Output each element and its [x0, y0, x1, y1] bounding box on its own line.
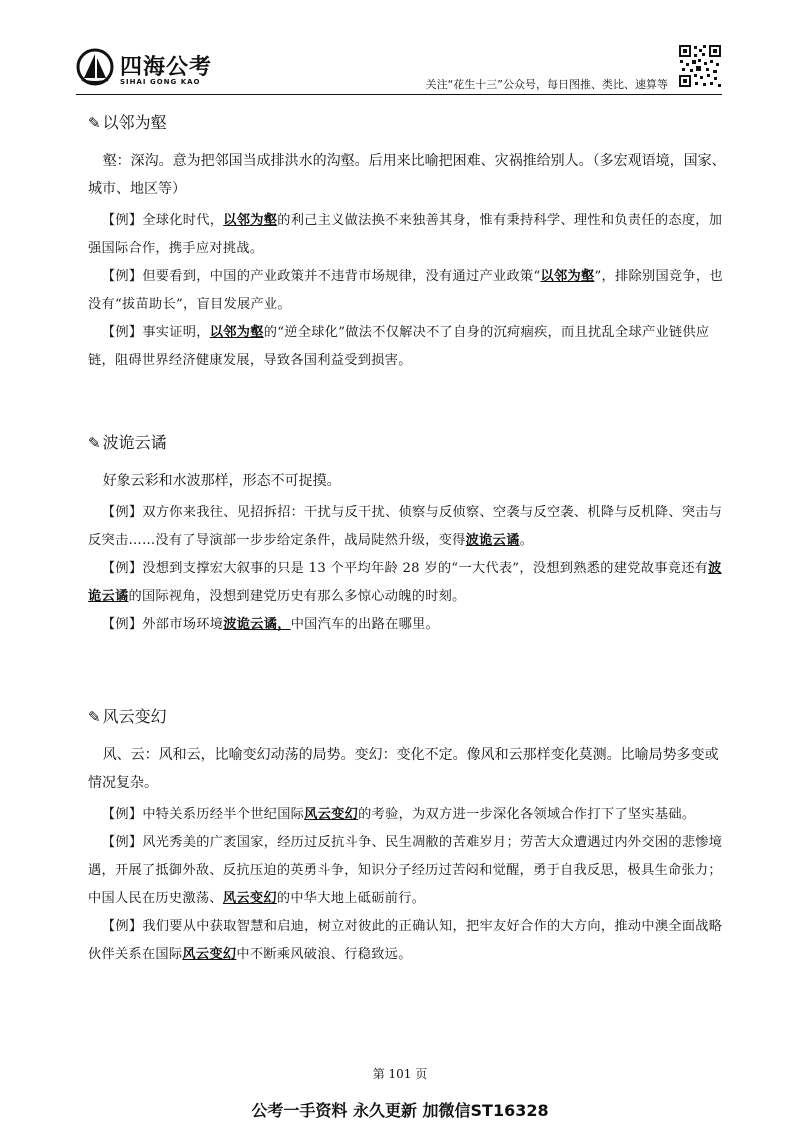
- page-header: [0, 0, 800, 100]
- idiom-term: 波诡云谲: [88, 561, 722, 604]
- pencil-icon: ✎: [88, 708, 101, 726]
- section-title: ✎ 以邻为壑: [88, 113, 167, 132]
- sailboat-logo-icon: [76, 48, 114, 86]
- example: 【例】全球化时代，以邻为壑的利己主义做法换不来独善其身，惟有秉持科学、理性和负责任的态度，加强国际合作，携手应对挑战。: [88, 213, 723, 256]
- idiom-term: 波诡云谲，: [223, 617, 291, 632]
- example: 【例】事实证明，以邻为壑的“逆全球化”做法不仅解决不了自身的沉疴痼疾，而且扰乱全球产业链供应链，阻碍世界经济健康发展，导致各国利益受到损害。: [88, 325, 710, 368]
- example: 【例】双方你来我往、见招拆招：干扰与反干扰、侦察与反侦察、空袭与反空袭、机降与反机降、突击与反突击……没有了导演部一步步给定条件，战局陡然升级，变得波诡云谲。: [88, 505, 723, 548]
- definition: 好象云彩和水波那样，形态不可捉摸。: [102, 473, 341, 489]
- example: 【例】外部市场环境波诡云谲，中国汽车的出路在哪里。: [101, 617, 440, 632]
- example: 【例】但要看到，中国的产业政策并不违背市场规律，没有通过产业政策“以邻为壑”，排除别国竞争，也没有“拔苗助长”，盲目发展产业。: [88, 269, 723, 312]
- idiom-term: 风云变幻: [304, 807, 359, 822]
- idiom-section-2: [88, 430, 728, 639]
- pencil-icon: ✎: [88, 434, 101, 452]
- idiom-term: 波诡云谲: [465, 533, 520, 548]
- pencil-icon: ✎: [88, 114, 101, 132]
- idiom-term: 风云变幻: [182, 947, 237, 962]
- section-title: ✎ 波诡云谲: [88, 433, 167, 452]
- idiom-term: 以邻为壑: [223, 213, 278, 228]
- logo-subtitle: SIHAI GONG KAO: [120, 78, 201, 86]
- header-tagline: 关注“花生十三”公众号，每日图推、类比、速算等: [425, 78, 668, 91]
- definition: 壑：深沟。意为把邻国当成排洪水的沟壑。后用来比喻把困难、灾祸推给别人。（多宏观语境，国家、城市、地区等）: [88, 153, 726, 197]
- idiom-term: 风云变幻: [222, 891, 277, 906]
- page-number: 第 101 页: [372, 1067, 428, 1081]
- section-title: ✎ 风云变幻: [88, 707, 167, 726]
- example: 【例】中特关系历经半个世纪国际风云变幻的考验，为双方进一步深化各领域合作打下了坚实基础。: [101, 807, 696, 822]
- example: 【例】风光秀美的广袤国家，经历过反抗斗争、民生凋敝的苦难岁月；劳苦大众遭遇过内外交困的悲惨境遇，开展了抵御外敌、反抗压迫的英勇斗争，知识分子经历过苦闷和觉醒，勇于自我反思，极具生命张力；中国人民在历史激荡、风云变幻的中华大地上砥砺前行。: [88, 835, 723, 906]
- brand-logo: [76, 48, 236, 94]
- idiom-term: 以邻为壑: [540, 269, 595, 284]
- idiom-section-1: [88, 110, 728, 375]
- footer-note: 公考一手资料 永久更新 加微信ST16328: [251, 1101, 549, 1120]
- logo-text: 四海公考: [120, 55, 213, 80]
- idiom-section-3: [88, 704, 728, 969]
- qr-code-icon: [678, 44, 722, 88]
- example: 【例】我们要从中获取智慧和启迪，树立对彼此的正确认知，把牢友好合作的大方向，推动中澳全面战略伙伴关系在国际风云变幻中不断乘风破浪、行稳致远。: [88, 919, 723, 962]
- idiom-term: 以邻为壑: [209, 325, 264, 340]
- header-divider: [76, 94, 722, 95]
- definition: 风、云：风和云，比喻变幻动荡的局势。变幻：变化不定。像风和云那样变化莫测。比喻局势多变或情况复杂。: [88, 747, 719, 791]
- example: 【例】没想到支撑宏大叙事的只是 13 个平均年龄 28 岁的“一大代表”，没想到熟悉的建党故事竟还有波诡云谲的国际视角，没想到建党历史有那么多惊心动魄的时刻。: [88, 561, 722, 604]
